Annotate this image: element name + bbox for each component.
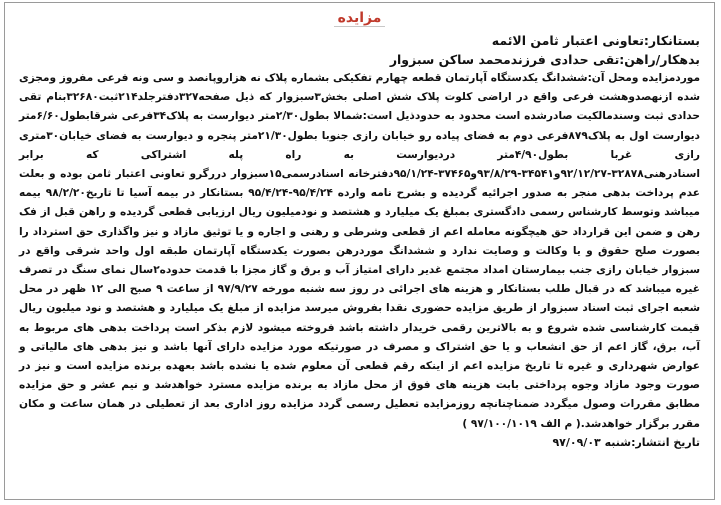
notice-title: مزایده [334,10,386,27]
debtor-line: بدهکار/راهن:تقی حدادی فرزندمحمد ساکن سبزوار [389,52,700,67]
auction-notice [4,2,715,500]
notice-body: موردمزایده ومحل آن:ششدانگ یکدستگاه آپارتمان قطعه چهارم تفکیکی بشماره پلاک نه هزاروپانصد و سی ونه فرعی مفروز ومجزی شده ازنهصدوهشت فرعی واقع در اراضی کلوت پلاک شش اصلی بخش۳سبزوار که ذیل صفحه۳۲۷دفترجلد۲۱۴ثبت۳۲۶۸۰بنام تقی حدادی ثبت وسندمالکیت صادرشده است محدود به حدودذیل است:شمالا بطول۲/۳۰متر دیوارست به پلاک۳۴فرعی شرقابطول۶/۶۰متر دیوارست اول به پلاک۸۷۹فرعی دوم به فضای پیاده رو خیابان رازی جنوبا بطول۲۱/۳۰متر پنجره و دیوارست به فضای خیابان۳۰متری رازی غربا بطول۴/۹۰متر دردیوارست به راه پله اشتراکی که برابر اسنادرهنی۳۲۸۷۸-۹۲/۱۲/۲۷و۳۴۵۴۱-۹۳/۸/۲۹و۳۷۴۶۵-۹۵/۱/۲۴دفترخانه اسنادرسمی۱۵سبزوار دررگرو تعاونی اعتبار ثامن بوده و بعلت عدم پرداخت بدهی منجر به صدور اجرائیه گردیده و بشرح نامه وارده ۹۵/۴/۲۴-۹۵/۴/۲۴ بستانکار در بیمه آسیا تا تاریخ۹۸/۲/۲۰ بیمه میباشد وتوسط کارشناس رسمی دادگستری بمبلغ یک میلیارد و هشتصد و نودمیلیون ریال ارزیابی قطعی گردیده و راهن قبل از فک رهن و ضمن این قرارداد حق هیچگونه معامله اعم از قطعی وشرطی و رهنی و اجاره و یا توثیق مازاد و نیز واگذاری حق استرداد را بصورت صلح حقوق و یا وکالت و وصایت ندارد و ششدانگ موردرهن بصورت یکدستگاه آپارتمان طبقه اول واحد شرقی واقع در سبزوار خیابان رازی جنب بیمارستان امداد مجتمع غدیر دارای امتیاز آب و برق و گاز مجزا با قدمت حدوده۲سال نمای سنگ در تصرف غیره میباشد که در قبال طلب بستانکار و هزینه های اجرائی در روز سه شنبه مورخه ۹۷/۹/۲۷ از ساعت ۹ صبح الی ۱۲ ظهر در محل شعبه اجرای ثبت اسناد سبزوار از طریق مزایده حضوری نقدا بفروش میرسد مزایده از مبلغ یک میلیارد و هشتصد و نود میلیون ریال قیمت کارشناسی شده شروع و به بالاترین رقمی خریدار داشته باشد فروخته میشود لازم بذکر است پرداخت بدهی های مربوط به آب، برق، گاز اعم از حق انشعاب و یا حق اشتراک و مصرف در صورتیکه مورد مزایده دارای آنها باشد و نیز بدهی های مالیاتی و عوارض شهرداری و غیره تا تاریخ مزایده اعم از اینکه رقم قطعی آن معلوم شده یا نشده باشد بعهده برنده مزایده است و نیز در صورت وجود مازاد وجوه پرداختی بابت هزینه های فوق از محل مازاد به برنده مزایده مسترد خواهدشد و نیم عشر و حق مزایده مطابق مقررات وصول میگردد ضمناچنانچه روزمزایده تعطیل رسمی گردد مزایده روز اداری بعد از تعطیلی در همان ساعت و مکان مقرر برگزار خواهدشد.( م الف ۹۷/۱۰۰/۱۰۱۹ ) [19,72,701,430]
parties-block [5,29,714,69]
creditor-line: بستانکار:تعاونی اعتبار ثامن الائمه [491,33,700,48]
publish-date: تاریخ انتشار:شنبه ۹۷/۰۹/۰۳ [552,435,700,449]
title-bar [5,3,714,29]
